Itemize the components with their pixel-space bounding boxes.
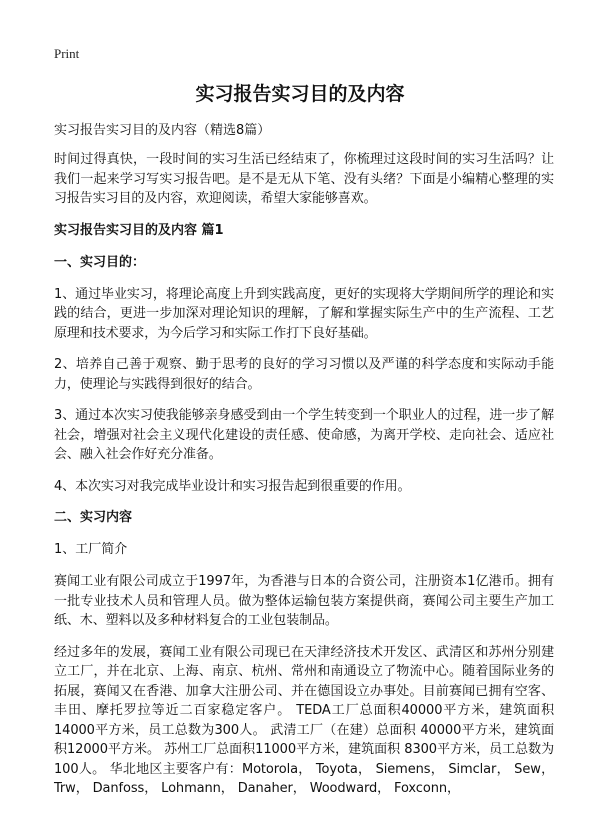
goal-paragraph: 4、本次实习对我完成毕业设计和实习报告起到很重要的作用。 xyxy=(54,478,411,494)
document-subtitle: 实习报告实习目的及内容（精选8篇） xyxy=(54,123,271,138)
document-body xyxy=(54,121,554,811)
goal-paragraph: 1、通过毕业实习，将理论高度上升到实践高度，更好的实现将大学期间所学的理论和实践的结合，更进一步加深对理论知识的理解，了解和掌握实际生产中的生产流程、工艺原理和技术要求，为今后学习和实际工作打下良好基础。 xyxy=(54,286,554,341)
section-title: 实习报告实习目的及内容 篇1 xyxy=(54,222,224,238)
goal-paragraph: 3、通过本次实习使我能够亲身感受到由一个学生转变到一个职业人的过程，进一步了解社会，增强对社会主义现代化建设的责任感、使命感，为离开学校、走向社会、适应社会、融入社会作好充分准备。 xyxy=(54,408,554,462)
part1-heading: 一、实习目的： xyxy=(54,254,146,270)
print-link[interactable]: Print xyxy=(54,46,80,61)
intro-paragraph: 时间过得真快，一段时间的实习生活已经结束了，你梳理过这段时间的实习生活吗？让我们一起来学习写实习报告吧。是不是无从下笔、没有头绪？下面是小编精心整理的实习报告实习目的及内容，欢迎阅读，希望大家能够喜欢。 xyxy=(54,152,554,206)
part2-heading: 二、实习内容 xyxy=(54,510,133,525)
goal-paragraph: 2、培养自己善于观察、勤于思考的良好的学习习惯以及严谨的科学态度和实际动手能力，使理论与实践得到很好的结合。 xyxy=(54,357,554,392)
factory-paragraph: 赛闻工业有限公司成立于1997年，为香港与日本的合资公司，注册资本1亿港币。拥有一批专业技术人员和管理人员。做为整体运输包装方案提供商，赛闻公司主要生产加工纸、木、塑料以及多种材料复合的工业包装制品。 xyxy=(54,574,554,628)
factory-heading: 1、工厂简介 xyxy=(54,542,128,557)
factory-paragraph: 经过多年的发展，赛闻工业有限公司现已在天津经济技术开发区、武清区和苏州分别建立工厂，并在北京、上海、南京、杭州、常州和南通设立了物流中心。随着国际业务的拓展，赛闻又在香港、加拿大注册公司、并在德国设立办事处。目前赛闻已拥有空客、丰田、摩托罗拉等近二百家稳定客户。 TEDA工厂总面积40000平方米，建筑面积14000平方米，员工总数为300人。 武清工厂（在建）总面积 40000平方米，建筑面积12000平方米。 苏州工厂总面积11000平方米，建筑面积 8300平方米，员工总数为100人。 华北地区主要客户有：Motorola， Toyota， Siemens， Simclar， Sew， Trw， Danfoss， Lohmann， Danaher， Woodward， Foxconn， xyxy=(54,644,554,796)
page-title: 实习报告实习目的及内容 xyxy=(195,83,405,105)
